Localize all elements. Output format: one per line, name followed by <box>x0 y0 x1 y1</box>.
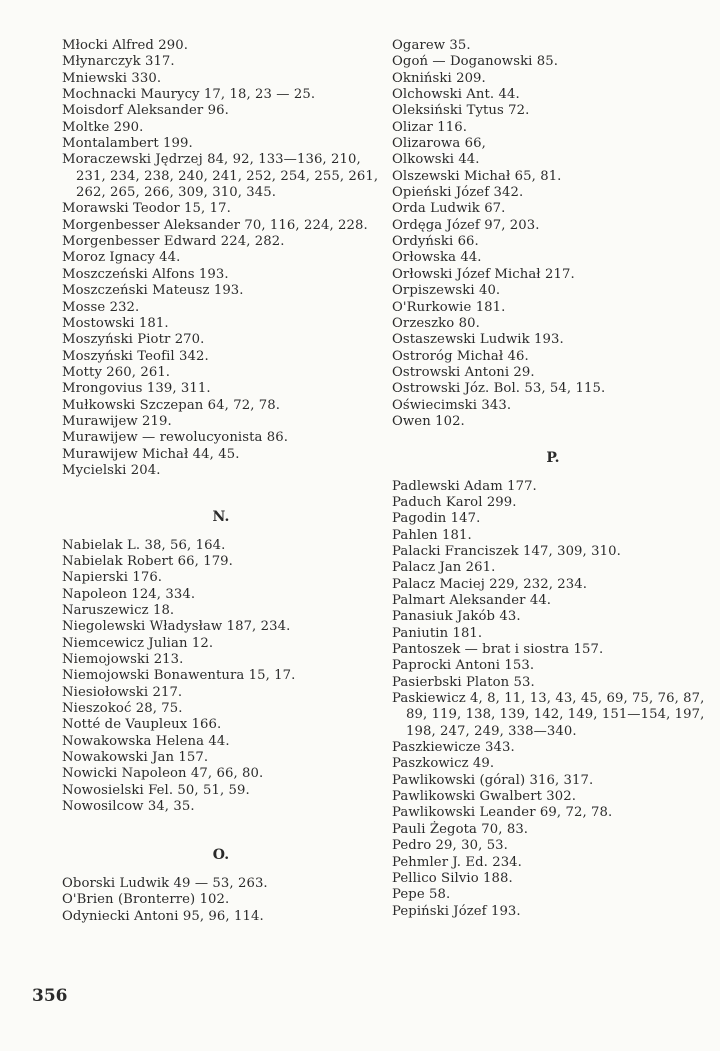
index-entry: Niegolewski Władysław 187, 234. <box>62 619 291 635</box>
index-entry: Mułkowski Szczepan 64, 72, 78. <box>62 397 281 413</box>
index-entry: Oleksiński Tytus 72. <box>392 103 530 119</box>
index-entry: Niesiołowski 217. <box>62 684 183 700</box>
index-entry: Pawlikowski Leander 69, 72, 78. <box>392 805 613 821</box>
index-entry: Pawlikowski (góral) 316, 317. <box>392 772 594 788</box>
index-entry: Mycielski 204. <box>62 462 161 478</box>
entries-o-group-right <box>392 38 714 430</box>
index-entry: Odyniecki Antoni 95, 96, 114. <box>62 908 264 924</box>
index-entry: Ostroróg Michał 46. <box>392 348 529 364</box>
index-entry: Moroz Ignacy 44. <box>62 250 181 266</box>
index-entry: Orłowski Józef Michał 217. <box>392 266 575 282</box>
page-number: 356 <box>32 986 68 1006</box>
index-entry: Pedro 29, 30, 53. <box>392 838 508 854</box>
index-entry: Palacz Maciej 229, 232, 234. <box>392 576 588 592</box>
index-entry: Naruszewicz 18. <box>62 603 175 618</box>
index-entry: Pehmler J. Ed. 234. <box>392 854 522 870</box>
index-entry: Palmart Aleksander 44. <box>392 593 552 608</box>
index-entry: Niemojowski Bonawentura 15, 17. <box>62 668 296 684</box>
index-entry: Moltke 290. <box>62 119 144 135</box>
entries-p-group <box>392 479 714 920</box>
index-entry: Mrongovius 139, 311. <box>62 381 211 397</box>
right-column <box>392 38 714 920</box>
index-entry: Paszkiewicze 343. <box>392 740 515 756</box>
index-entry: Orpiszewski 40. <box>392 283 501 299</box>
index-entry: Morgenbesser Edward 224, 282. <box>62 234 285 250</box>
index-entry: Ordęga Józef 97, 203. <box>392 217 540 233</box>
index-entry: Moisdorf Aleksander 96. <box>62 103 229 119</box>
index-entry: Nieszokoć 28, 75. <box>62 701 183 717</box>
entries-o-group-left <box>62 876 380 925</box>
index-entry: Paniutin 181. <box>392 625 483 641</box>
index-entry: Moraczewski Jędrzej 84, 92, 133—136, 210, 231, 234, 238, 240, 241, 252, 254, 255, 261, 262, 265, 266, 309, 310, 345. <box>62 152 379 201</box>
index-entry: Motty 260, 261. <box>62 364 171 380</box>
index-entry: O'Brien (Bronterre) 102. <box>62 892 230 908</box>
section-heading-n: N. <box>212 509 230 526</box>
index-entry: Napoleon 124, 334. <box>62 586 196 602</box>
index-entry: Olszewski Michał 65, 81. <box>392 168 562 184</box>
index-entry: Oświecimski 343. <box>392 397 512 413</box>
index-entry: Moszyński Piotr 270. <box>62 332 205 348</box>
index-entry: Niemojowski 213. <box>62 652 184 668</box>
index-entry: Młocki Alfred 290. <box>62 38 189 53</box>
index-entry: Nowicki Napoleon 47, 66, 80. <box>62 766 264 782</box>
index-entry: Moszczeński Mateusz 193. <box>62 283 244 299</box>
index-entry: Pagodin 147. <box>392 511 481 527</box>
index-entry: Murawijew 219. <box>62 413 172 429</box>
index-entry: Pellico Silvio 188. <box>392 870 513 886</box>
index-entry: Nowakowska Helena 44. <box>62 733 230 749</box>
index-entry: Padlewski Adam 177. <box>392 478 537 494</box>
index-entry: Pantoszek — brat i siostra 157. <box>392 642 604 658</box>
index-entry: Nabielak Robert 66, 179. <box>62 553 233 569</box>
index-entry: Orda Ludwik 67. <box>392 201 506 217</box>
index-entry: Paprocki Antoni 153. <box>392 658 535 674</box>
index-entry: Palacki Franciszek 147, 309, 310. <box>392 543 621 559</box>
index-entry: Ordyński 66. <box>392 234 479 250</box>
index-entry: Morawski Teodor 15, 17. <box>62 201 231 217</box>
index-entry: Panasiuk Jakób 43. <box>392 609 521 625</box>
index-entry: Mochnacki Maurycy 17, 18, 23 — 25. <box>62 87 316 103</box>
index-entry: Paduch Karol 299. <box>392 494 517 510</box>
index-entry: Pauli Żegota 70, 83. <box>392 821 529 837</box>
index-entry: Paskiewicz 4, 8, 11, 13, 43, 45, 69, 75, 76, 87, 89, 119, 138, 139, 142, 149, 151—154, 197, 198, 247, 249, 338—340. <box>392 691 705 739</box>
index-entry: Okniński 209. <box>392 70 486 86</box>
index-entry: Olchowski Ant. 44. <box>392 87 520 103</box>
index-entry: Młynarczyk 317. <box>62 54 175 70</box>
index-entry: Murawijew Michał 44, 45. <box>62 446 240 462</box>
index-entry: Opieński Józef 342. <box>392 185 524 201</box>
index-entry: Moszczeński Alfons 193. <box>62 266 229 282</box>
section-heading-o: O. <box>212 847 230 864</box>
index-entry: Mniewski 330. <box>62 70 162 86</box>
index-entry: Owen 102. <box>392 413 465 429</box>
entries-m-group <box>62 38 380 479</box>
index-entry: Napierski 176. <box>62 570 163 586</box>
index-entry: Ogarew 35. <box>392 38 471 53</box>
index-entry: Pasierbski Platon 53. <box>392 674 535 690</box>
section-heading-p: P. <box>546 450 560 467</box>
index-entry: Mostowski 181. <box>62 315 169 331</box>
index-entry: Nowakowski Jan 157. <box>62 750 209 766</box>
index-entry: Olizarowa 66, <box>392 136 486 152</box>
index-entry: Nowosielski Fel. 50, 51, 59. <box>62 782 250 798</box>
index-entry: Murawijew — rewolucyonista 86. <box>62 430 289 446</box>
index-entry: Pepe 58. <box>392 887 451 903</box>
index-entry: Olkowski 44. <box>392 152 480 168</box>
index-entry: Orzeszko 80. <box>392 315 480 331</box>
index-entry: Ogoń — Doganowski 85. <box>392 54 559 70</box>
entries-n-group <box>62 538 380 816</box>
index-entry: Olizar 116. <box>392 119 468 135</box>
index-entry: Morgenbesser Aleksander 70, 116, 224, 228. <box>62 217 368 233</box>
index-entry: Orłowska 44. <box>392 250 482 266</box>
left-column <box>62 38 380 925</box>
index-entry: Pawlikowski Gwalbert 302. <box>392 789 577 805</box>
index-entry: Palacz Jan 261. <box>392 560 496 576</box>
index-entry: Ostaszewski Ludwik 193. <box>392 332 564 348</box>
index-entry: Montalambert 199. <box>62 136 193 152</box>
index-entry: Moszyński Teofil 342. <box>62 348 209 364</box>
index-entry: Niemcewicz Julian 12. <box>62 635 214 651</box>
index-entry: Oborski Ludwik 49 — 53, 263. <box>62 875 268 891</box>
index-entry: Pahlen 181. <box>392 527 472 543</box>
index-entry: Notté de Vaupleux 166. <box>62 717 222 733</box>
index-entry: Ostrowski Józ. Bol. 53, 54, 115. <box>392 381 606 397</box>
index-entry: Mosse 232. <box>62 299 140 315</box>
index-entry: Pepiński Józef 193. <box>392 903 521 919</box>
index-entry: Ostrowski Antoni 29. <box>392 364 535 380</box>
index-entry: Nowosilcow 34, 35. <box>62 799 195 815</box>
index-entry: Paszkowicz 49. <box>392 756 495 772</box>
index-entry: Nabielak L. 38, 56, 164. <box>62 537 226 553</box>
index-entry: O'Rurkowie 181. <box>392 299 506 315</box>
